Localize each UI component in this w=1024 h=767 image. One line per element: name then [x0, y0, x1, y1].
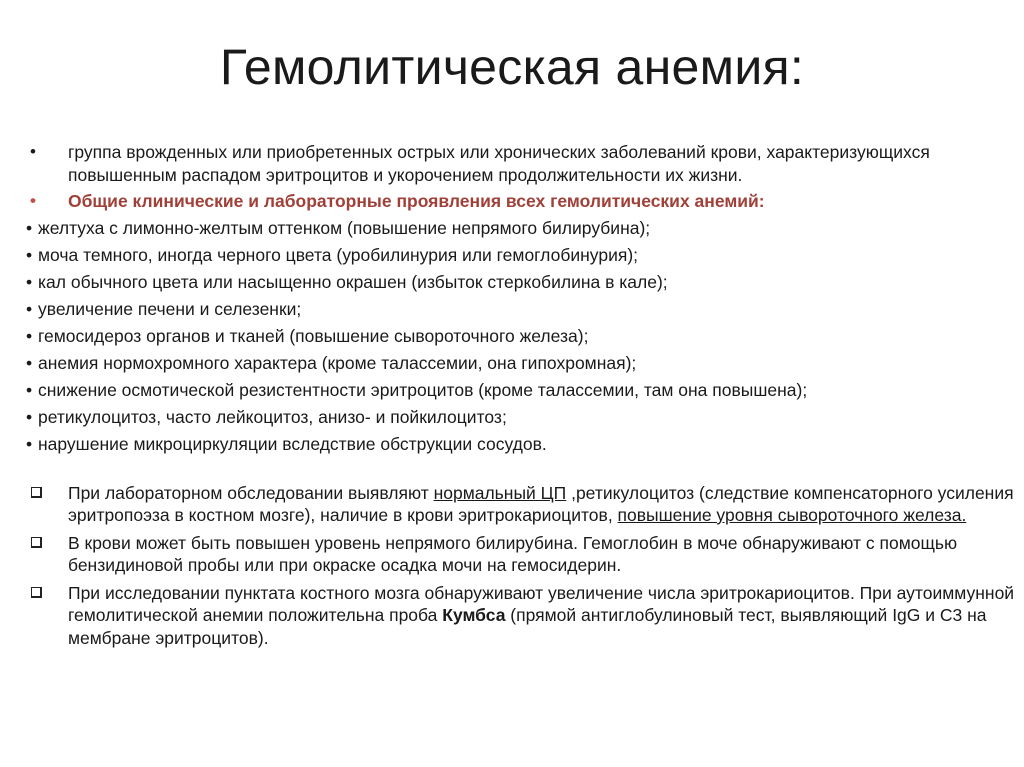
- list-item-text: нарушение микроциркуляции вследствие обструкции сосудов.: [38, 433, 547, 454]
- intro-item: [26, 141, 1020, 186]
- lab-note: [26, 532, 1020, 577]
- list-item-text: анемия нормохромного характера (кроме талассемии, она гипохромная);: [38, 352, 637, 373]
- list-item: [26, 244, 1020, 267]
- list-item: [26, 379, 1020, 402]
- list-item: [26, 217, 1020, 240]
- list-item-text: кал обычного цвета или насыщенно окрашен (избыток стеркобилина в кале);: [38, 271, 668, 292]
- list-item: [26, 406, 1020, 429]
- manifestations-list: [26, 217, 1020, 456]
- checkbox-bullet-icon: [31, 487, 42, 498]
- list-item-text: моча темного, иногда черного цвета (уробилинурия или гемоглобинурия);: [38, 244, 639, 265]
- lab-note-text-part: (прямой антиглобулиновый тест, выявляющий IgG и С3 на мембране эритроцитов).: [68, 605, 987, 648]
- bold-text: Кумбса: [442, 605, 506, 625]
- checkbox-bullet-icon: [31, 537, 42, 548]
- bullet-icon: •: [26, 271, 33, 292]
- list-item-text: гемосидероз органов и тканей (повышение сывороточного железа);: [38, 325, 589, 346]
- lab-note-text: [68, 583, 1014, 648]
- lab-note-text: В крови может быть повышен уровень непрямого билирубина. Гемоглобин в моче обнаруживают с помощью бензидиновой пробы или при окраске осадка мочи на гемосидерин.: [68, 532, 958, 575]
- underlined-text: нормальный ЦП: [433, 482, 567, 503]
- slide-title: Гемолитическая анемия:: [219, 39, 805, 95]
- section-header: [26, 190, 1020, 213]
- lab-note-text: [68, 483, 1014, 526]
- lab-note: [26, 582, 1020, 650]
- list-item-text: увеличение печени и селезенки;: [38, 298, 302, 319]
- list-item-text: желтуха с лимонно-желтым оттенком (повышение непрямого билирубина);: [38, 217, 651, 238]
- list-item: [26, 352, 1020, 375]
- intro-text: группа врожденных или приобретенных острых или хронических заболеваний крови, характеризующихся повышенным распадом эритроцитов и укорочением продолжительности их жизни.: [68, 142, 930, 185]
- section-header-text: Общие клинические и лабораторные проявления всех гемолитических анемий:: [68, 191, 765, 211]
- bullet-icon: •: [26, 217, 33, 238]
- lab-note-text-part: При исследовании пунктата костного мозга обнаруживают увеличение числа эритрокариоцитов. При аутоиммунной гемолитической анемии положительна проба: [68, 582, 1015, 625]
- spacer: [26, 460, 1020, 482]
- checkbox-bullet-icon: [31, 587, 42, 598]
- bullet-icon: •: [26, 298, 33, 319]
- list-item: [26, 298, 1020, 321]
- underlined-text: повышение уровня сывороточного железа.: [617, 505, 967, 525]
- list-item: [26, 325, 1020, 348]
- bullet-icon: •: [26, 379, 33, 400]
- bullet-icon: •: [26, 352, 33, 373]
- lab-note-text-part: При лабораторном обследовании выявляют: [68, 482, 434, 503]
- bullet-icon: •: [30, 142, 36, 161]
- list-item: [26, 433, 1020, 456]
- bullet-icon: •: [26, 433, 33, 454]
- list-item: [26, 271, 1020, 294]
- bullet-icon: •: [26, 244, 33, 265]
- lab-note-text-part: ,ретикулоцитоз (следствие компенсаторного усиления эритропоэза в костном мозге), наличие в крови эритрокариоцитов,: [68, 482, 1014, 525]
- slide-content: [26, 141, 1020, 654]
- bullet-icon: •: [26, 325, 33, 346]
- list-item-text: снижение осмотической резистентности эритроцитов (кроме талассемии, там она повышена);: [38, 379, 808, 400]
- bullet-icon: •: [26, 406, 33, 427]
- lab-note: [26, 482, 1020, 527]
- list-item-text: ретикулоцитоз, часто лейкоцитоз, анизо- и пойкилоцитоз;: [38, 406, 507, 427]
- bullet-icon: •: [30, 191, 36, 210]
